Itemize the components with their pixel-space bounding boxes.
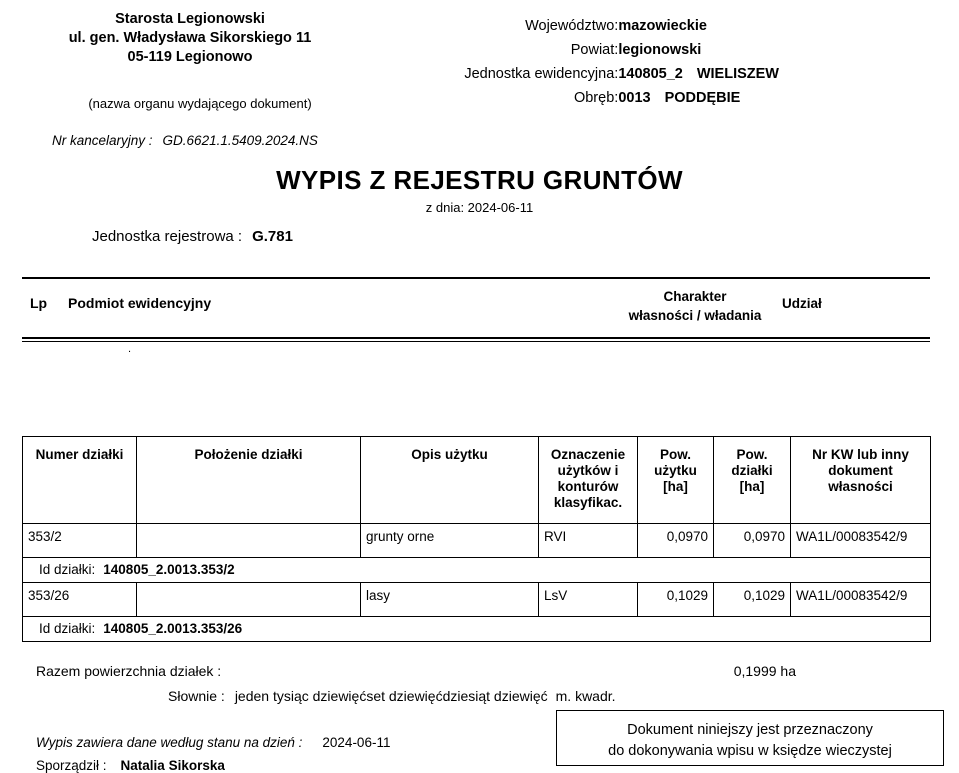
parcel-header-use-area-line1: Pow.: [659, 447, 691, 462]
parcel-cell-number: 353/2: [23, 524, 137, 558]
location-colon-jednostka: :: [614, 66, 619, 82]
file-reference: [52, 133, 318, 148]
document-date: z dnia: 2024-06-11: [425, 200, 534, 215]
parcel-header-parcel-area-line1: Pow.: [736, 447, 768, 462]
location-row-obreb: [464, 86, 779, 110]
total-words-value: jeden tysiąc dziewięćset dziewięćdziesiąt dziewięć: [234, 688, 548, 704]
prepared-by: [36, 758, 225, 773]
authority-street: ul. gen. Władysława Sikorskiego 11: [68, 30, 312, 46]
subject-column-lp: Lp: [30, 295, 48, 311]
parcel-cell-number: 353/26: [23, 583, 137, 617]
parcel-id-cell: [23, 617, 931, 642]
table-row: [23, 524, 931, 558]
parcel-header-classification-line1: Oznaczenie: [550, 447, 626, 462]
parcel-header-parcel-area: [714, 437, 791, 524]
data-state-date: [36, 735, 390, 750]
location-value-obreb: [618, 86, 779, 110]
parcel-cell-classification: RVI: [539, 524, 638, 558]
parcel-header-parcel-area-line3: [ha]: [739, 479, 765, 494]
parcel-cell-use-area: 0,1029: [638, 583, 714, 617]
total-area-in-words: [168, 688, 616, 704]
location-label-obreb: Obręb: [573, 90, 615, 106]
parcel-header-classification-line2: użytków i: [557, 463, 619, 478]
location-value-powiat: [618, 38, 779, 62]
parcel-header-use-description: Opis użytku: [361, 437, 539, 524]
location-row-jednostka: [464, 62, 779, 86]
parcel-header-parcel-area-line2: działki: [731, 463, 773, 478]
parcel-table-header-row: [23, 437, 931, 524]
parcel-cell-use-description: grunty orne: [361, 524, 539, 558]
parcel-header-kw-line2: dokument: [828, 463, 893, 478]
location-value-secondary-jednostka: WIELISZEW: [696, 66, 779, 82]
location-colon-powiat: :: [614, 42, 619, 58]
total-area-label: Razem powierzchnia działek :: [36, 663, 222, 679]
subject-column-name: Podmiot ewidencyjny: [68, 295, 212, 311]
location-row-wojewodztwo: [464, 14, 779, 38]
parcel-header-classification: [539, 437, 638, 524]
parcel-cell-use-area: 0,0970: [638, 524, 714, 558]
parcel-header-use-area-line3: [ha]: [663, 479, 688, 494]
subject-column-character-line1: Charakter: [663, 289, 727, 304]
subject-section-bottom-rule-secondary: [22, 341, 930, 342]
parcel-header-kw-line1: Nr KW lub inny: [812, 447, 909, 462]
authority-name: Starosta Legionowski: [115, 11, 265, 27]
parcel-id-label: Id działki:: [39, 562, 96, 577]
total-words-label: Słownie :: [168, 688, 225, 704]
purpose-notice-box: [556, 710, 944, 766]
parcel-header-kw-line3: własności: [828, 479, 893, 494]
prepared-by-label: Sporządził :: [36, 758, 107, 773]
location-value-primary-jednostka: 140805_2: [618, 66, 683, 82]
location-value-jednostka: [618, 62, 779, 86]
parcel-id-label: Id działki:: [39, 621, 96, 636]
table-row-id: [23, 558, 931, 583]
parcel-header-location: Położenie działki: [137, 437, 361, 524]
parcel-cell-parcel-area: 0,1029: [714, 583, 791, 617]
registration-unit-value: G.781: [252, 228, 293, 245]
subject-body-marker: .: [128, 343, 132, 355]
total-words-unit: m. kwadr.: [555, 688, 616, 704]
issuing-authority-block: [0, 10, 380, 67]
data-state-label: Wypis zawiera dane według stanu na dzień :: [36, 735, 303, 750]
parcel-cell-location: [137, 524, 361, 558]
parcel-header-kw-document: [791, 437, 931, 524]
parcel-header-use-area-line2: użytku: [654, 463, 697, 478]
location-row-powiat: [464, 38, 779, 62]
registration-unit-label: Jednostka rejestrowa :: [92, 228, 243, 245]
subject-column-character: [620, 287, 770, 325]
prepared-by-value: Natalia Sikorska: [120, 758, 225, 773]
registration-unit: [92, 228, 293, 245]
parcel-header-number: Numer działki: [23, 437, 137, 524]
parcel-cell-use-description: lasy: [361, 583, 539, 617]
total-area-value: 0,1999 ha: [733, 663, 796, 679]
table-row-id: [23, 617, 931, 642]
table-row: [23, 583, 931, 617]
parcel-cell-location: [137, 583, 361, 617]
parcel-cell-parcel-area: 0,0970: [714, 524, 791, 558]
parcel-header-classification-line3: konturów: [557, 479, 619, 494]
authority-caption: (nazwa organu wydającego dokument): [88, 96, 312, 111]
location-value-primary-obreb: 0013: [618, 90, 651, 106]
parcel-id-value: 140805_2.0013.353/26: [103, 621, 243, 636]
data-state-value: 2024-06-11: [322, 735, 391, 750]
subject-section-bottom-rule: [22, 337, 930, 339]
parcel-id-value: 140805_2.0013.353/2: [103, 562, 235, 577]
parcel-header-use-area: [638, 437, 714, 524]
total-area-row: [36, 663, 796, 679]
purpose-notice-line1: Dokument niniejszy jest przeznaczony: [627, 722, 873, 738]
administrative-location-table: [464, 14, 779, 110]
document-title: WYPIS Z REJESTRU GRUNTÓW: [276, 165, 683, 195]
parcel-id-cell: [23, 558, 931, 583]
file-reference-value: GD.6621.1.5409.2024.NS: [162, 133, 318, 148]
subject-column-share: Udział: [782, 296, 822, 311]
file-reference-label: Nr kancelaryjny :: [52, 133, 153, 148]
authority-city: 05-119 Legionowo: [127, 49, 253, 65]
location-value-primary-wojewodztwo: mazowieckie: [618, 18, 707, 34]
location-label-powiat: Powiat: [570, 42, 615, 58]
location-label-jednostka: Jednostka ewidencyjna: [464, 66, 615, 82]
location-colon-wojewodztwo: :: [614, 18, 619, 34]
subject-column-character-line2: własności / władania: [628, 308, 762, 323]
purpose-notice-line2: do dokonywania wpisu w księdze wieczystej: [608, 743, 892, 759]
location-label-wojewodztwo: Województwo: [525, 18, 615, 34]
location-value-secondary-obreb: PODDĘBIE: [664, 90, 741, 106]
parcel-table: [22, 436, 931, 642]
location-value-wojewodztwo: [618, 14, 779, 38]
parcel-cell-classification: LsV: [539, 583, 638, 617]
location-value-primary-powiat: legionowski: [618, 42, 702, 58]
parcel-header-classification-line4: klasyfikac.: [553, 495, 623, 510]
parcel-cell-kw-document: WA1L/00083542/9: [791, 583, 931, 617]
parcel-cell-kw-document: WA1L/00083542/9: [791, 524, 931, 558]
subject-section-top-rule: [22, 277, 930, 279]
location-colon-obreb: :: [614, 90, 619, 106]
